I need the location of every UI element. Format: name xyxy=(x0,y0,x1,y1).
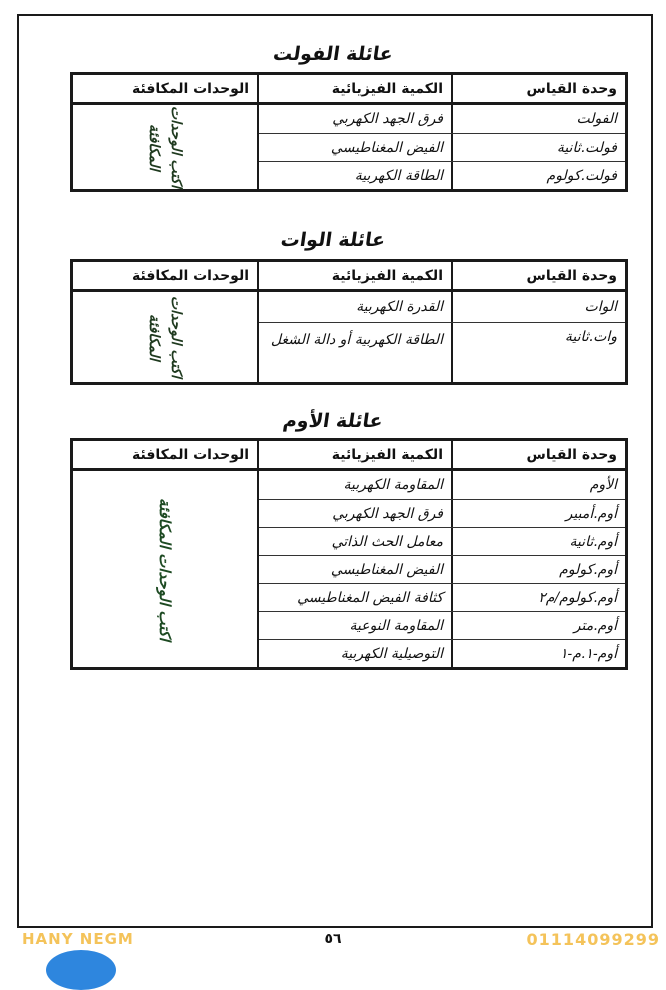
volt-table xyxy=(70,72,628,192)
header-quantity: الكمية الفيزيائية xyxy=(259,262,453,289)
header-equivalent: الوحدات المكافئة xyxy=(73,75,259,102)
watt-family-title: عائلة الوات xyxy=(279,229,387,251)
author-watermark: HANY NEGM xyxy=(22,930,134,948)
unit-cell: أوم.متر xyxy=(573,617,617,634)
header-unit: وحدة القياس xyxy=(526,80,617,97)
table-row xyxy=(259,292,625,322)
equivalent-cell xyxy=(73,292,259,382)
unit-cell: أوم.كولوم xyxy=(559,561,617,578)
table-row xyxy=(259,583,625,611)
quantity-cell: فرق الجهد الكهربي xyxy=(259,500,453,527)
watt-table-header xyxy=(73,262,625,292)
blue-decoration xyxy=(46,950,116,990)
table-row xyxy=(259,471,625,499)
table-row xyxy=(259,161,625,189)
equivalent-cell xyxy=(73,471,259,667)
unit-cell: أوم.كولوم/م٢ xyxy=(538,589,617,606)
quantity-cell: الطاقة الكهربية أو دالة الشغل xyxy=(259,323,453,382)
quantity-cell: الفيض المغناطيسي xyxy=(259,556,453,583)
unit-cell: وات.ثانية xyxy=(564,329,617,345)
header-quantity: الكمية الفيزيائية xyxy=(259,441,453,468)
ohm-family-title: عائلة الأوم xyxy=(281,410,385,432)
quantity-cell: المقاومة الكهربية xyxy=(259,471,453,499)
table-row xyxy=(259,527,625,555)
quantity-cell: الفيض المغناطيسي xyxy=(259,134,453,161)
quantity-cell: الطاقة الكهربية xyxy=(259,162,453,189)
quantity-cell: معامل الحث الذاتي xyxy=(259,528,453,555)
unit-cell: فولت.كولوم xyxy=(546,167,617,184)
quantity-cell: كثافة الفيض المغناطيسي xyxy=(259,584,453,611)
equivalent-note: اكتب الوحدات المكافئة xyxy=(146,106,184,188)
volt-table-header xyxy=(73,75,625,105)
phone-watermark: 01114099299 xyxy=(526,930,660,949)
unit-cell: أوم.ثانية xyxy=(569,533,617,550)
header-unit: وحدة القياس xyxy=(526,267,617,284)
table-row xyxy=(259,555,625,583)
quantity-cell: التوصيلية الكهربية xyxy=(259,640,453,667)
page-number: ٥٦ xyxy=(324,931,342,947)
watt-table xyxy=(70,259,628,385)
header-unit: وحدة القياس xyxy=(526,446,617,463)
table-row xyxy=(259,133,625,161)
equivalent-note: اكتب الوحدات المكافئة xyxy=(146,296,184,378)
table-row xyxy=(259,105,625,133)
header-quantity: الكمية الفيزيائية xyxy=(259,75,453,102)
unit-cell: الأوم xyxy=(589,477,617,493)
equivalent-note: اكتب الوحدات المكافئة xyxy=(156,497,174,641)
volt-family-title: عائلة الفولت xyxy=(271,43,395,65)
table-row xyxy=(259,611,625,639)
unit-cell: فولت.ثانية xyxy=(556,139,617,156)
quantity-cell: المقاومة النوعية xyxy=(259,612,453,639)
header-equivalent: الوحدات المكافئة xyxy=(73,262,259,289)
unit-cell: أوم.أمبير xyxy=(565,505,617,522)
table-row xyxy=(259,322,625,382)
quantity-cell: القدرة الكهربية xyxy=(259,292,453,322)
equivalent-cell xyxy=(73,105,259,189)
unit-cell: أوم-١.م-١ xyxy=(560,645,617,662)
unit-cell: الفولت xyxy=(576,111,617,127)
ohm-table xyxy=(70,438,628,670)
table-row xyxy=(259,639,625,667)
table-row xyxy=(259,499,625,527)
quantity-cell: فرق الجهد الكهربي xyxy=(259,105,453,133)
unit-cell: الوات xyxy=(584,299,617,315)
ohm-table-header xyxy=(73,441,625,471)
header-equivalent: الوحدات المكافئة xyxy=(73,441,259,468)
